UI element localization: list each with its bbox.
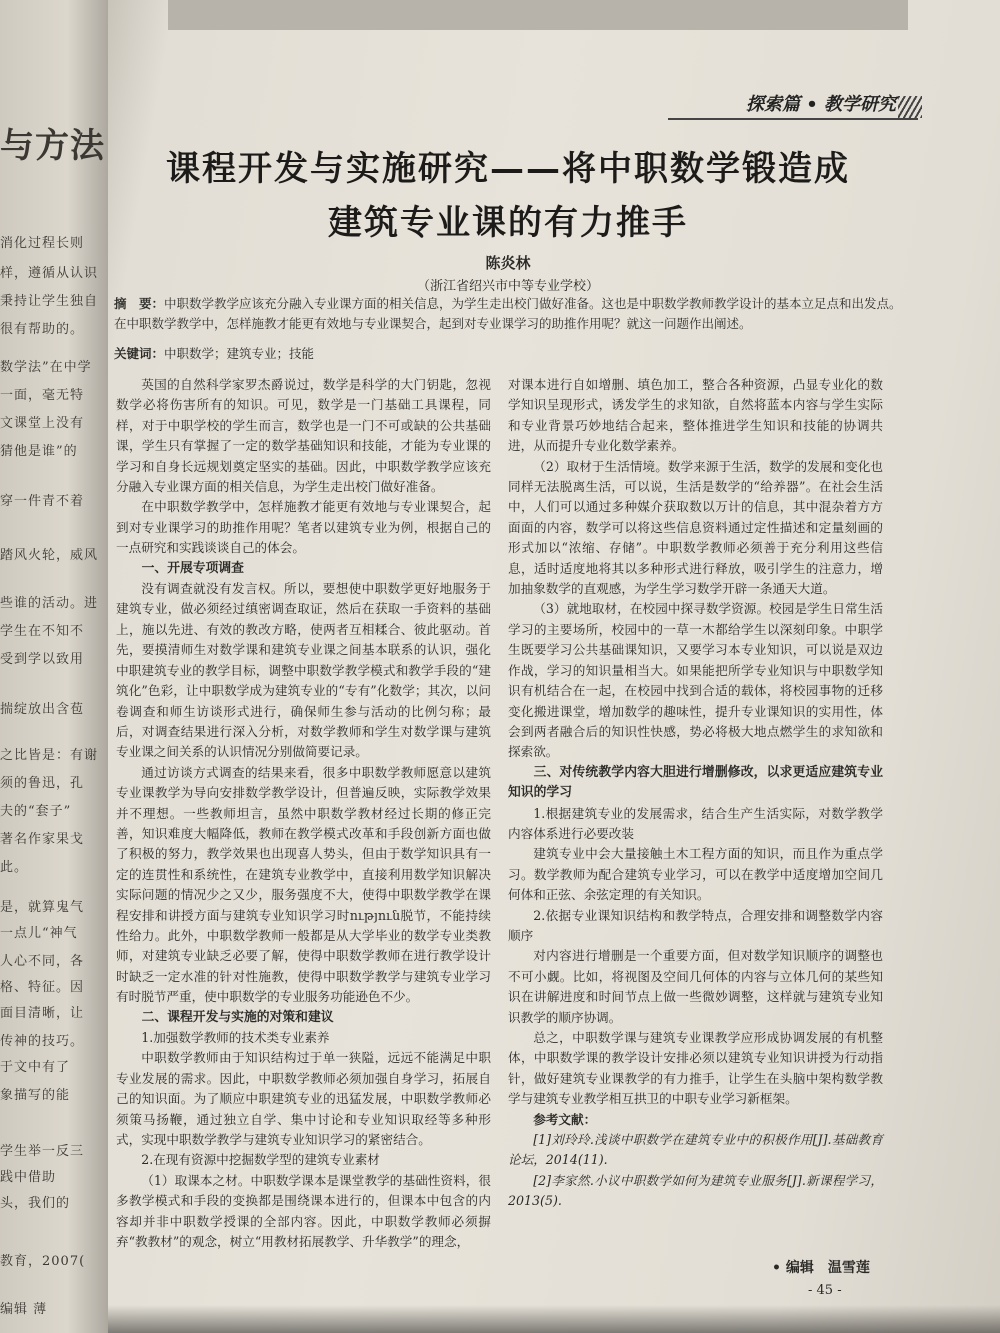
body-paragraph: 英国的自然科学家罗杰爵说过，数学是科学的大门钥匙，忽视数学必将伤害所有的知识。可见，数学是一门基础工具课程，同样，对于中职学校的学生而言，数学也是一门不可或缺的公共基础课，学生只有掌握了一定的数学基础知识和技能，才能为专业课的学习和自身长远规划奠定坚实的基础。因此，中职数学教学应该充分融入专业课方面的相关信息，为学生走出校门做好准备。 [116,377,491,495]
article-affiliation: （浙江省绍兴市中等专业学校） [416,279,599,294]
abstract [114,294,904,334]
reference-item: [1]刘玲玲.浅谈中职数学在建筑专业中的积极作用[J].基础教育论坛，2014(11). [508,1132,883,1168]
section-heading: 二、课程开发与实施的对策和建议 [141,1009,334,1025]
article-title-line-1: 课程开发与实施研究——将中职数学锻造成 [166,149,850,189]
header-stripes-decoration [898,96,922,118]
body-paragraph: 建筑专业中会大量接触土木工程方面的知识，而且作为重点学习。数学教师为配合建筑专业学习，可以在教学中适度增加空间几何体和正弦、余弦定理的有关知识。 [508,846,883,903]
body-paragraph: （3）就地取材，在校园中探寻数学资源。校园是学生日常生活学习的主要场所，校园中的一草一木都给学生以深刻印象。中职学生既要学习公共基础课知识，又要学习本专业知识，可以说是双边作战，学习的知识量相当大。如果能把所学专业知识与中职数学知识有机结合在一起，在校园中找到合适的载体，将校园事物的迁移变化搬进课堂，增加数学的趣味性，提升专业课知识的实用性，体会到两者融合后的知识性快感，势必将极大地点燃学生的求知欲和探索欲。 [508,601,883,760]
left-page-text-line: 样，遵循从认识 [0,266,99,281]
article-page [108,0,1000,1333]
left-column [116,375,491,1252]
editor-credit: • 编辑 温雪莲 [772,1260,870,1276]
left-page-text-line: 教育，2007( [0,1254,86,1269]
left-page-text-line: 夫的“套子” [0,804,72,819]
left-page-text-line: 文课堂上没有 [0,416,85,431]
body-paragraph: 1.加强数学教师的技术类专业素养 [141,1030,330,1045]
left-page-text-line: 学生举一反三 [0,1144,85,1159]
left-page-text-line: 象描写的能 [0,1088,71,1103]
left-page-text-line: 很有帮助的。 [0,322,85,337]
left-page-text-line: 数学法”在中学 [0,360,92,375]
left-page-text-line: 头，我们的 [0,1196,71,1211]
article-title [128,142,888,250]
left-page-text-line: 一面，毫无特 [0,388,85,403]
left-page-text-line: 与方法 [0,126,105,166]
left-page-text-line: 踏风火轮，威风 [0,548,99,563]
body-paragraph: 1.根据建筑专业的发展需求，结合生产生活实际，对数学教学内容体系进行必要改装 [508,805,883,841]
left-page-text-line: 穿一件青不着 [0,494,85,509]
body-paragraph: （2）取材于生活情境。数学来源于生活，数学的发展和变化也同样无法脱离生活，可以说，生活是数学的“给养器”。在社会生活中，人们可以通过多种媒介获取数以万计的信息，其中混杂着方方面面的内容，数学可以将这些信息资料通过定性描述和定量刻画的形式加以“浓缩、存储”。中职数学教师必须善于充分利用这些信息，适时适度地将其以多种形式进行释放，吸引学生的注意力，增加抽象数学的直观感，为学生学习数学开辟一条通天大道。 [508,458,883,597]
abstract-text: 中职数学教学应该充分融入专业课方面的相关信息，为学生走出校门做好准备。这也是中职数学教师教学设计的基本立足点和出发点。在中职数学教学中，怎样施教才能更有效地与专业课契合，起到对专业课学习的助推作用呢？就这一问题作出阐述。 [114,296,902,331]
left-page-text-line: 猜他是谁”的 [0,444,78,459]
left-page-text-line: 传神的技巧。 [0,1034,85,1049]
references-heading: 参考文献： [533,1111,597,1127]
left-page-text-line: 须的鲁迅，孔 [0,776,85,791]
section-heading: 三、对传统教学内容大胆进行增删修改，以求更适应建筑专业知识的学习 [508,764,883,801]
article-title-line-2: 建筑专业课的有力推手 [328,203,688,243]
left-page-text-line: 些谁的活动。进 [0,596,99,611]
body-paragraph: （1）取课本之材。中职数学课本是课堂教学的基础性资料，很多教学模式和手段的变换都是围绕课本进行的，但课本中包含的内容却并非中职数学授课的全部内容。因此，中职数学教师必须摒弃“教教材”的观念，树立“用教材拓展教学、升华教学”的理念， [116,1172,491,1250]
left-page-text-line: 著名作家果戈 [0,832,85,847]
right-column [508,375,883,1212]
reference-item: [2]李家然.小议中职数学如何为建筑专业服务[J].新课程学习，2013(5). [508,1172,883,1209]
keywords-label: 关键词： [114,346,165,361]
body-paragraph: 对课本进行自如增删、填色加工，整合各种资源，凸显专业化的数学知识呈现形式，诱发学生的求知欲，自然将蓝本内容与学生实际和专业背景巧妙地结合起来，整体推进学生知识和技能的协调共进，从而提升专业化数学素养。 [508,377,883,454]
body-paragraph: 对内容进行增删是一个重要方面，但对数学知识顺序的调整也不可小觑。比如，将视图及空间几何体的内容与立体几何的某些知识在讲解进度和时间节点上做一些微妙调整，这样就与建筑专业知识教学的顺序协调。 [508,948,883,1025]
left-page-text-line: 于文中有了 [0,1060,71,1075]
left-page-text-line: 受到学以致用 [0,652,85,667]
page-bottom-shadow [108,1305,1000,1333]
body-paragraph: 没有调查就没有发言权。所以，要想使中职数学更好地服务于建筑专业，做必须经过缜密调查取证，然后在获取一手资料的基础上，施以先进、有效的教改方略，使两者互相糅合、彼此驱动。首先，要摸清师生对数学课和建筑专业课之间基本联系的认识，强化中职建筑专业的教学目标，调整中职数学教学模式和教学手段的“建筑化”色彩，让中职数学成为建筑专业的“专有”化数学；其次，以问卷调查和师生访谈形式进行，确保师生参与活动的比例匀称；最后，对调查结果进行深入分析，对数学教师和学生对数学课与建筑专业课之间关系的认识情况分别做简要记录。 [116,581,491,760]
body-paragraph: 中职数学教师由于知识结构过于单一狭隘，远远不能满足中职专业发展的需求。因此，中职数学教师必须加强自身学习，拓展自己的知识面。为了顺应中职建筑专业的迅猛发展，中职数学教师必须策马扬鞭，通过独立自学、集中讨论和专业知识取经等多种形式，实现中职数学教学与建筑专业知识学习的紧密结合。 [116,1050,491,1148]
left-page-text-line: 人心不同，各 [0,954,85,969]
section-label: 探索篇 • 教学研究 [745,94,896,115]
keywords [114,344,904,362]
left-page-text-line: 编辑 薄 [0,1302,48,1317]
body-paragraph: 2.依据专业课知识结构和教学特点，合理安排和调整数学内容顺序 [508,907,883,943]
keywords-text: 中职数学；建筑专业；技能 [164,346,315,361]
left-page-text-line: 一点儿“神气 [0,926,78,941]
left-page-text-line: 揣绽放出含苞 [0,702,85,717]
body-paragraph: 通过访谈方式调查的结果来看，很多中职数学教师愿意以建筑专业课教学为导向安排数学教学设计，但普遍反映，实际教学效果并不理想。一些教师坦言，虽然中职数学教材经过长期的修正完善，知识难度大幅降低，教师在教学模式改革和手段创新方面也做了积极的努力，教学效果也出现喜人势头，但由于数学知识具有一定的连贯性和系统性，在建筑专业教学中，直接利用数学知识解决实际问题的情况少之又少，服务强度不大，使得中职数学教学在课程安排和讲授方面与建筑专业知识学习时ություն脱节，不能持续性给力。此外，中职数学教师一般都是从大学毕业的数学专业类教师，对建筑专业缺乏必要了解，使得中职数学教师在进行教学设计时缺乏一定水准的针对性施教，使得中职数学教学与建筑专业学习有时脱节严重，使中职数学的专业服务功能逊色不少。 [116,764,491,1005]
left-page-text-line: 此。 [0,860,29,875]
left-page-text-line: 之比皆是：有谢 [0,748,99,763]
left-facing-page [0,0,112,1333]
left-page-text-line: 践中借助 [0,1170,57,1185]
left-page-text-line: 是，就算鬼气 [0,900,85,915]
section-heading: 一、开展专项调查 [141,560,244,576]
page-number: - 45 - [808,1283,842,1298]
left-page-text-line: 学生在不知不 [0,624,85,639]
left-page-text-line: 格、特征。因 [0,980,85,995]
body-paragraph: 总之，中职数学课与建筑专业课教学应形成协调发展的有机整体，中职数学课的教学设计安排必须以建筑专业知识讲授为行动指针，做好建筑专业课教学的有力推手，让学生在头脑中架构数学教学与建筑专业教学相互拱卫的中职专业学习新框架。 [508,1030,883,1107]
abstract-label: 摘 要： [114,296,165,311]
left-page-text-line: 面目清晰，让 [0,1006,85,1021]
left-page-text-line: 消化过程长则 [0,236,85,251]
body-paragraph: 2.在现有资源中挖掘数学型的建筑专业素材 [141,1152,380,1168]
left-page-text-line: 秉持让学生独自 [0,294,99,309]
body-paragraph: 在中职数学教学中，怎样施教才能更有效地与专业课契合，起到对专业课学习的助推作用呢？笔者以建筑专业为例，根据自己的一点研究和实践谈谈自己的体会。 [116,499,491,556]
section-header [668,88,918,120]
top-page-edge [168,0,908,30]
article-author: 陈炎林 [485,254,531,272]
